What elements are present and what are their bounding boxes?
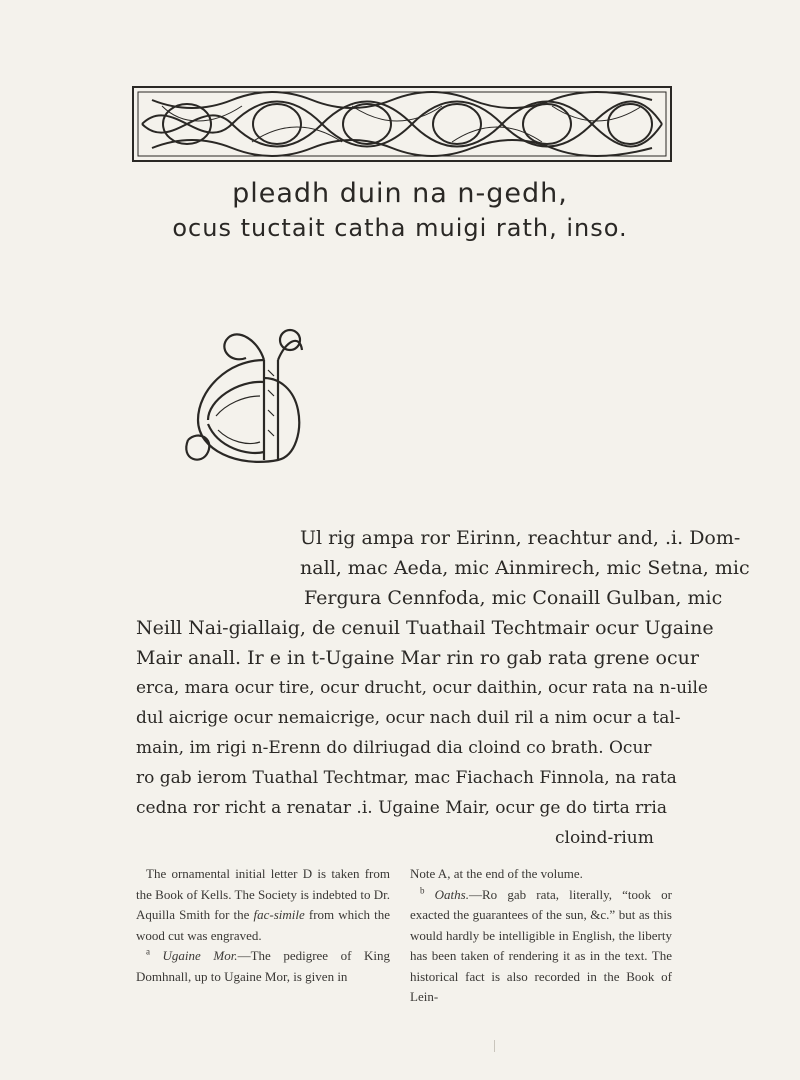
footnote-column-left: [136, 864, 390, 987]
footnote-marker: a: [146, 946, 150, 957]
body-line: nall, mac Aeda, mic Ainmirech, mic Setna, mic: [300, 557, 750, 579]
body-line: erca, mara ocur tire, ocur drucht, ocur daithin, ocur rata na n-uile: [136, 678, 708, 698]
body-line: main, im rigi n-Erenn do dilriugad dia cloind co brath. Ocur: [136, 738, 652, 758]
body-line: dul aicrige ocur nemaicrige, ocur nach duil ril a nim ocur a tal-: [136, 708, 681, 728]
footnote-b: $^b$ Oaths.—Ro gab rata, literally, “took or exacted the guarantees of the sun, &c.” but as this would hardly be intelligible in English, the liberty has been taken of rendering it as in the text. The historical fact is also recorded in the Book of Lein-: [410, 885, 673, 1004]
footnote-a: $^a$ Ugaine Mor.—The pedigree of King Domhnall, up to Ugaine Mor, is given in: [136, 946, 390, 984]
ornamental-initial-d-icon: [168, 320, 306, 470]
body-line: Ul rig ampa ror Eirinn, reachtur and, .i. Dom-: [300, 527, 741, 549]
heading-line-1: pleadh duin na n-gedh,: [232, 178, 568, 209]
footnote-continuation: Note A, at the end of the volume.: [410, 866, 583, 881]
body-line: cloind-rium: [555, 828, 654, 848]
body-line: Neill Nai-giallaig, de cenuil Tuathail Techtmair ocur Ugaine: [136, 617, 714, 639]
footnote-title: Oaths.: [434, 886, 469, 902]
footnote-marker: b: [420, 885, 425, 896]
footnote-column-right: [410, 864, 672, 1008]
body-line: Mair anall. Ir e in t-Ugaine Mar rin ro gab rata grene ocur: [136, 647, 699, 669]
interlace-ornament-icon: [132, 86, 672, 162]
body-line: cedna ror richt a renatar .i. Ugaine Mair, ocur ge do tirta rria: [136, 798, 668, 818]
page-mark: [494, 1040, 495, 1052]
heading-line-2: ocus tuctait catha muigi rath, inso.: [172, 214, 628, 242]
footnote-title: Ugaine Mor.: [162, 948, 238, 963]
body-line: Fergura Cennfoda, mic Conaill Gulban, mic: [304, 587, 723, 609]
footnote-initial-note: The ornamental initial letter D is taken from the Book of Kells. The Society is indebted to Dr. Aquilla Smith for the fac-simile from which the wood cut was engraved.: [136, 866, 391, 943]
body-line: ro gab ierom Tuathal Techtmar, mac Fiachach Finnola, na rata: [136, 768, 677, 788]
